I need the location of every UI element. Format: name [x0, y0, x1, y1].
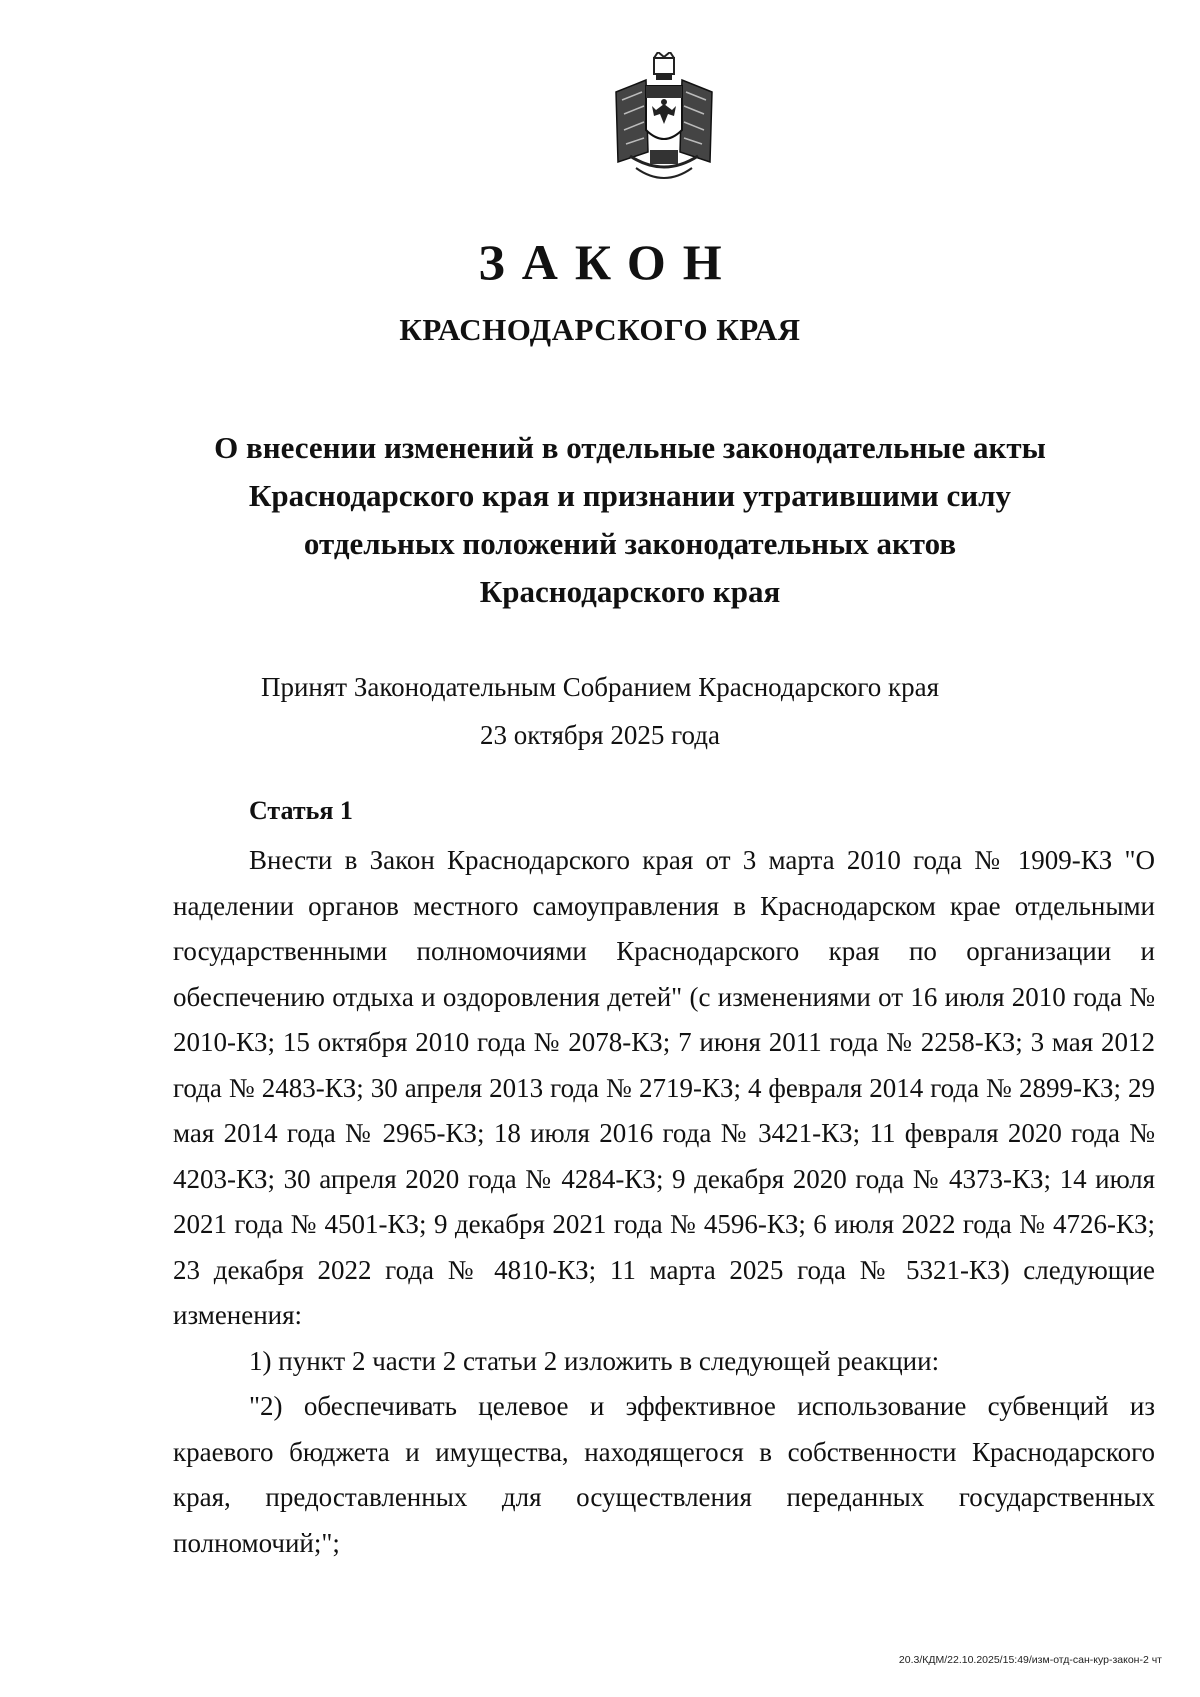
law-title — [150, 424, 1110, 616]
coat-of-arms-icon — [606, 52, 722, 192]
article-paragraph: "2) обеспечивать целевое и эффективное использование субвенций из краевого бюджета и имущества, находящегося в собственности Краснодарского края, предоставленных для осуществления переданных государственных полномочий;"; — [173, 1391, 1155, 1558]
law-title-line: отдельных положений законодательных актов — [303, 526, 957, 561]
law-title-line: Краснодарского края и признании утратившими силу — [248, 478, 1012, 513]
law-title-line: Краснодарского края — [479, 574, 781, 609]
article-heading: Статья 1 — [249, 796, 353, 825]
adoption-note — [0, 663, 1200, 759]
article-paragraph: Внести в Закон Краснодарского края от 3 марта 2010 года № 1909-КЗ "О наделении органов местного самоуправления в Краснодарском крае отдельными государственными полномочиями Краснодарского края по организации и обеспечению отдыха и оздоровления детей" (с изменениями от 16 июля 2010 года № 2010-КЗ; 15 октября 2010 года № 2078-КЗ; 7 июня 2011 года № 2258-КЗ; 3 мая 2012 года № 2483-КЗ; 30 апреля 2013 года № 2719-КЗ; 4 февраля 2014 года № 2899-КЗ; 29 мая 2014 года № 2965-КЗ; 18 июля 2016 года № 3421-КЗ; 11 февраля 2020 года № 4203-КЗ; 30 апреля 2020 года № 4284-КЗ; 9 декабря 2020 года № 4373-КЗ; 14 июля 2021 года № 4501-КЗ; 9 декабря 2021 года № 4596-КЗ; 6 июля 2022 года № 4726-КЗ; 23 декабря 2022 года № 4810-КЗ; 11 марта 2025 года № 5321-КЗ) следующие изменения: — [173, 845, 1155, 1330]
adoption-body: Принят Законодательным Собранием Краснодарского края — [260, 672, 940, 702]
article-body — [173, 838, 1155, 1566]
article-paragraph: 1) пункт 2 части 2 статьи 2 изложить в следующей реакции: — [249, 1345, 940, 1376]
document-footer-code: 20.3/КДМ/22.10.2025/15:49/изм-отд-сан-кур-закон-2 чт — [898, 1654, 1162, 1666]
region-heading: КРАСНОДАРСКОГО КРАЯ — [399, 312, 801, 347]
adoption-date: 23 октября 2025 года — [480, 720, 720, 750]
law-heading: ЗАКОН — [478, 234, 739, 290]
law-title-line: О внесении изменений в отдельные законодательные акты — [214, 430, 1046, 465]
